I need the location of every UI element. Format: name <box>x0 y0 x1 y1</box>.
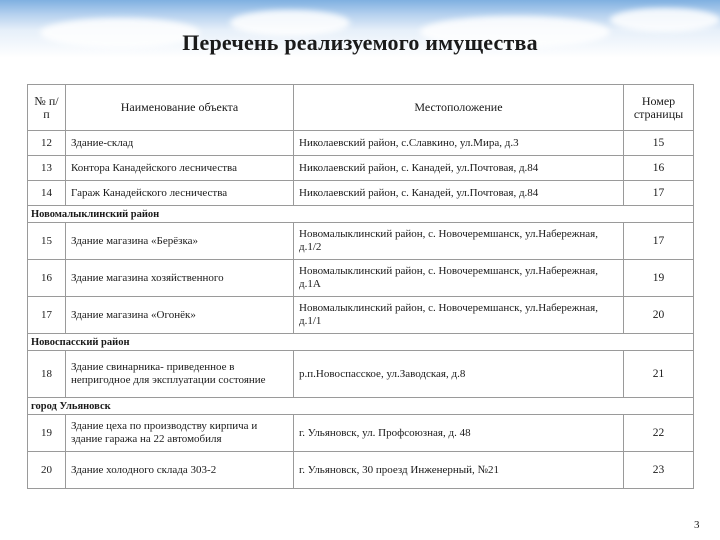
row-name: Контора Канадейского лесничества <box>66 156 294 181</box>
row-number: 16 <box>28 260 66 297</box>
row-page: 16 <box>624 156 694 181</box>
row-location: р.п.Новоспасское, ул.Заводская, д.8 <box>294 351 624 398</box>
row-page: 21 <box>624 351 694 398</box>
row-number: 13 <box>28 156 66 181</box>
row-number: 14 <box>28 181 66 206</box>
section-title: Новоспасский район <box>28 334 694 351</box>
section-row <box>28 398 694 415</box>
row-name: Здание холодного склада 303-2 <box>66 452 294 489</box>
page-title: Перечень реализуемого имущества <box>182 30 538 55</box>
table-header-row <box>28 85 694 131</box>
section-title: Новомалыклинский район <box>28 206 694 223</box>
row-name: Здание магазина «Огонёк» <box>66 297 294 334</box>
row-name: Здание-склад <box>66 131 294 156</box>
header-number: № п/п <box>28 85 66 131</box>
table-row <box>28 131 694 156</box>
table-row <box>28 351 694 398</box>
row-page: 17 <box>624 181 694 206</box>
row-location: Новомалыклинский район, с. Новочеремшанск, ул.Набережная, д.1А <box>294 260 624 297</box>
row-page: 15 <box>624 131 694 156</box>
row-number: 12 <box>28 131 66 156</box>
row-name: Здание магазина «Берёзка» <box>66 223 294 260</box>
row-page: 23 <box>624 452 694 489</box>
table-row <box>28 452 694 489</box>
section-title: город Ульяновск <box>28 398 694 415</box>
header-name: Наименование объекта <box>66 85 294 131</box>
row-name: Здание магазина хозяйственного <box>66 260 294 297</box>
row-page: 17 <box>624 223 694 260</box>
section-row <box>28 206 694 223</box>
row-number: 19 <box>28 415 66 452</box>
table-row <box>28 260 694 297</box>
page-number: 3 <box>694 519 700 531</box>
header-location: Местоположение <box>294 85 624 131</box>
row-page: 20 <box>624 297 694 334</box>
table-row <box>28 415 694 452</box>
row-name: Гараж Канадейского лесничества <box>66 181 294 206</box>
row-location: Николаевский район, с. Канадей, ул.Почтовая, д.84 <box>294 181 624 206</box>
row-number: 17 <box>28 297 66 334</box>
row-location: г. Ульяновск, 30 проезд Инженерный, №21 <box>294 452 624 489</box>
row-number: 15 <box>28 223 66 260</box>
section-row <box>28 334 694 351</box>
row-page: 19 <box>624 260 694 297</box>
row-name: Здание цеха по производству кирпича и здание гаража на 22 автомобиля <box>66 415 294 452</box>
row-number: 18 <box>28 351 66 398</box>
row-location: Николаевский район, с. Канадей, ул.Почтовая, д.84 <box>294 156 624 181</box>
table-row <box>28 181 694 206</box>
row-page: 22 <box>624 415 694 452</box>
table-row <box>28 156 694 181</box>
row-location: Новомалыклинский район, с. Новочеремшанск, ул.Набережная, д.1/1 <box>294 297 624 334</box>
table-row <box>28 297 694 334</box>
header-page: Номер страницы <box>624 85 694 131</box>
row-location: Новомалыклинский район, с. Новочеремшанск, ул.Набережная, д.1/2 <box>294 223 624 260</box>
property-table <box>27 84 694 489</box>
row-location: Николаевский район, с.Славкино, ул.Мира, д.3 <box>294 131 624 156</box>
row-name: Здание свинарника- приведенное в непригодное для эксплуатации состояние <box>66 351 294 398</box>
row-location: г. Ульяновск, ул. Профсоюзная, д. 48 <box>294 415 624 452</box>
table-row <box>28 223 694 260</box>
row-number: 20 <box>28 452 66 489</box>
